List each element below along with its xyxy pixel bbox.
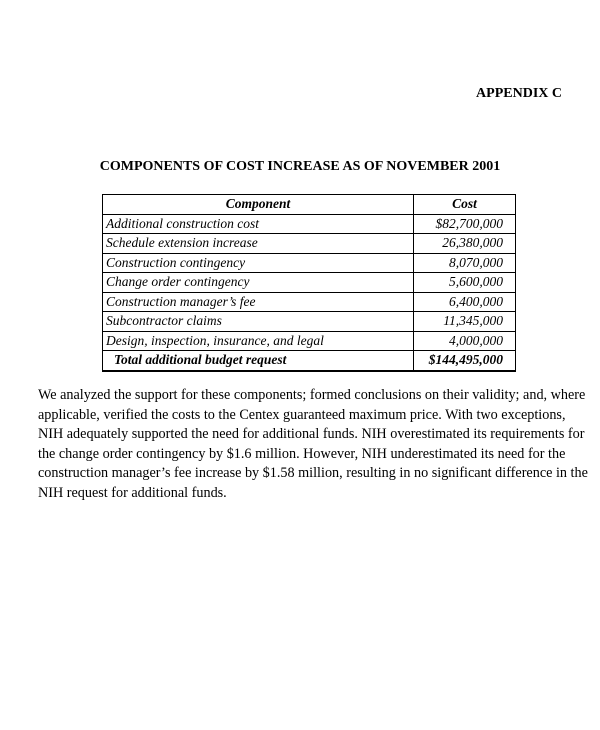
paragraph-line: construction manager’s fee increase by $1.58 million, resulting in no significant difference in the [38,465,588,482]
document-title-text: COMPONENTS OF COST INCREASE AS OF NOVEMBER 2001 [99,159,501,174]
row-component: Construction manager’s fee [103,292,414,312]
paragraph-line: NIH request for additional funds. [38,484,227,501]
row-component: Additional construction cost [103,214,414,234]
paragraph-line: applicable, verified the costs to the Centex guaranteed maximum price. With two exceptions, [38,406,566,423]
row-component: Schedule extension increase [103,234,414,254]
row-cost: 26,380,000 [414,234,516,254]
row-component: Change order contingency [103,273,414,293]
table-row [103,234,516,254]
total-label: Total additional budget request [103,351,414,371]
row-cost: 6,400,000 [414,292,516,312]
table-row [103,331,516,351]
table-row [103,214,516,234]
table-row [103,253,516,273]
paragraph-line: We analyzed the support for these components; formed conclusions on their validity; and, where [38,387,586,403]
table-row [103,292,516,312]
analysis-paragraph [38,386,588,504]
table-header-row [103,195,516,215]
total-cost: $144,495,000 [414,351,516,371]
row-cost: 4,000,000 [414,331,516,351]
row-cost: 5,600,000 [414,273,516,293]
appendix-label: APPENDIX C [476,86,562,101]
table-row [103,312,516,332]
row-cost: $82,700,000 [414,214,516,234]
header-component: Component [103,195,414,215]
cost-components-table [102,194,516,372]
row-cost: 11,345,000 [414,312,516,332]
paragraph-line: NIH adequately supported the need for additional funds. NIH overestimated its requirements for [38,426,585,443]
header-cost: Cost [414,195,516,215]
paragraph-line: the change order contingency by $1.6 million. However, NIH underestimated its need for the [38,445,566,462]
row-component: Subcontractor claims [103,312,414,332]
document-title [0,159,600,175]
table-row [103,273,516,293]
row-component: Construction contingency [103,253,414,273]
row-component: Design, inspection, insurance, and legal [103,331,414,351]
row-cost: 8,070,000 [414,253,516,273]
table-total-row [103,351,516,371]
